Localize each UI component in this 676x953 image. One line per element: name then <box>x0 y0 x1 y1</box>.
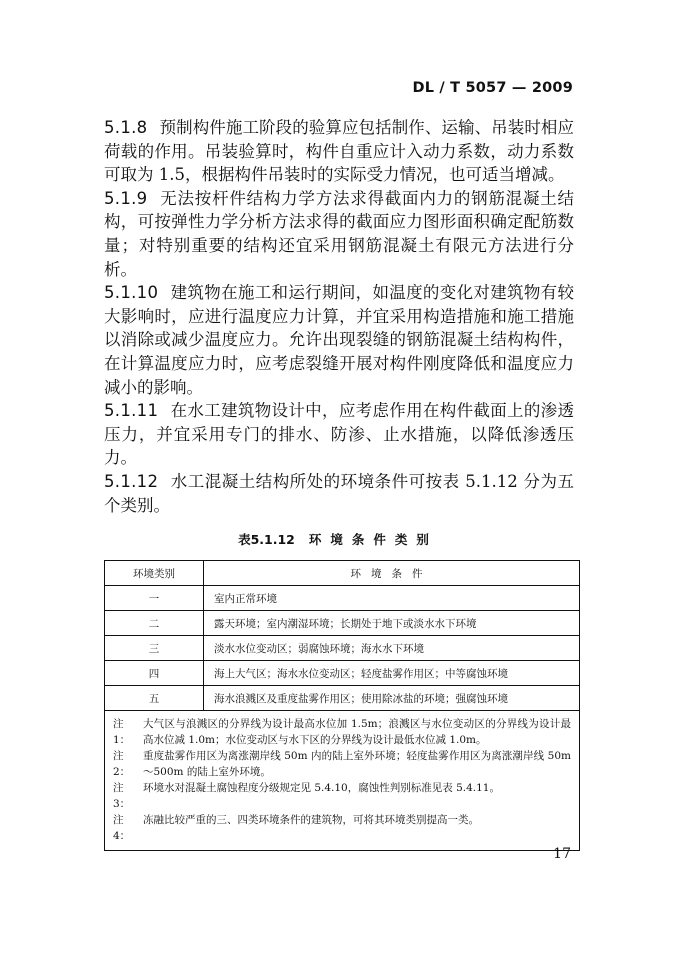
table-notes <box>105 710 579 850</box>
clause-5-1-10 <box>104 281 574 399</box>
category-cell: 五 <box>105 686 204 711</box>
clause-5-1-12 <box>104 470 574 517</box>
clause-5-1-8 <box>104 116 574 187</box>
condition-column-header: 环境条件 <box>204 561 580 586</box>
note-text: 冻融比较严重的三、四类环境条件的建筑物，可将其环境类别提高一类。 <box>143 814 479 826</box>
condition-cell: 室内正常环境 <box>204 586 580 611</box>
category-cell: 二 <box>105 611 204 636</box>
clause-number: 5.1.9 <box>104 188 148 208</box>
note-label: 注 2： <box>113 750 131 778</box>
category-cell: 三 <box>105 636 204 661</box>
clause-number: 5.1.12 <box>104 471 159 491</box>
table-row <box>105 686 579 711</box>
clause-text: 水工混凝土结构所处的环境条件可按表 5.1.12 分为五个类别。 <box>104 471 574 515</box>
category-cell: 一 <box>105 586 204 611</box>
note-text: 重度盐雾作用区为离涨潮岸线 50m 内的陆上室外环境；轻度盐雾作用区为离涨潮岸线 50m～500m 的陆上室外环境。 <box>143 750 571 778</box>
clause-text: 预制构件施工阶段的验算应包括制作、运输、吊装时相应荷载的作用。吊装验算时，构件自重应计入动力系数，动力系数可取为 1.5，根据构件吊装时的实际受力情况，也可适当增减。 <box>104 118 574 185</box>
note-label: 注 4： <box>113 814 131 842</box>
table-note <box>113 812 571 844</box>
clause-text: 建筑物在施工和运行期间，如温度的变化对建筑物有较大影响时，应进行温度应力计算，并宜采用构造措施和施工措施以消除或减少温度应力。允许出现裂缝的钢筋混凝土结构构件，在计算温度应力时，应考虑裂缝开展对构件刚度降低和温度应力减小的影响。 <box>104 283 574 397</box>
note-label: 注 3： <box>113 782 131 810</box>
table-note <box>113 748 571 780</box>
document-code-header: DL / T 5057 — 2009 <box>412 80 573 96</box>
table-note <box>113 780 571 812</box>
note-label: 注 1： <box>113 718 131 746</box>
environment-category-table <box>105 561 579 710</box>
clause-text: 无法按杆件结构力学方法求得截面内力的钢筋混凝土结构，可按弹性力学分析方法求得的截面应力图形面积确定配筋数量；对特别重要的结构还宜采用钢筋混凝土有限元方法进行分析。 <box>104 188 574 279</box>
clauses-section <box>104 116 574 517</box>
clause-5-1-9 <box>104 187 574 281</box>
category-column-header: 环境类别 <box>105 561 204 586</box>
table-note <box>113 716 571 748</box>
clause-number: 5.1.11 <box>104 401 159 421</box>
clause-text: 在水工建筑物设计中，应考虑作用在构件截面上的渗透压力，并宜采用专门的排水、防渗、止水措施，以降低渗透压力。 <box>104 401 574 468</box>
table-caption <box>0 530 676 548</box>
table-title: 环境条件类别 <box>308 532 438 547</box>
note-text: 环境水对混凝土腐蚀程度分级规定见 5.4.10，腐蚀性判别标准见表 5.4.11。 <box>143 782 500 794</box>
table-header-row <box>105 561 579 586</box>
clause-5-1-11 <box>104 399 574 470</box>
table-row <box>105 586 579 611</box>
condition-cell: 海水浪溅区及重度盐雾作用区；使用除冰盐的环境；强腐蚀环境 <box>204 686 580 711</box>
note-text: 大气区与浪溅区的分界线为设计最高水位加 1.5m；浪溅区与水位变动区的分界线为设计最高水位减 1.0m；水位变动区与水下区的分界线为设计最低水位减 1.0m。 <box>143 718 571 746</box>
page-number: 17 <box>553 846 571 862</box>
table-row <box>105 661 579 686</box>
environment-table <box>104 560 580 851</box>
clause-number: 5.1.10 <box>104 283 159 303</box>
clause-number: 5.1.8 <box>104 118 148 137</box>
condition-cell: 海上大气区；海水水位变动区；轻度盐雾作用区；中等腐蚀环境 <box>204 661 580 686</box>
table-number: 表5.1.12 <box>238 532 295 547</box>
condition-cell: 淡水水位变动区；弱腐蚀环境；海水水下环境 <box>204 636 580 661</box>
table-row <box>105 611 579 636</box>
category-cell: 四 <box>105 661 204 686</box>
table-row <box>105 636 579 661</box>
condition-cell: 露天环境；室内潮湿环境；长期处于地下或淡水水下环境 <box>204 611 580 636</box>
